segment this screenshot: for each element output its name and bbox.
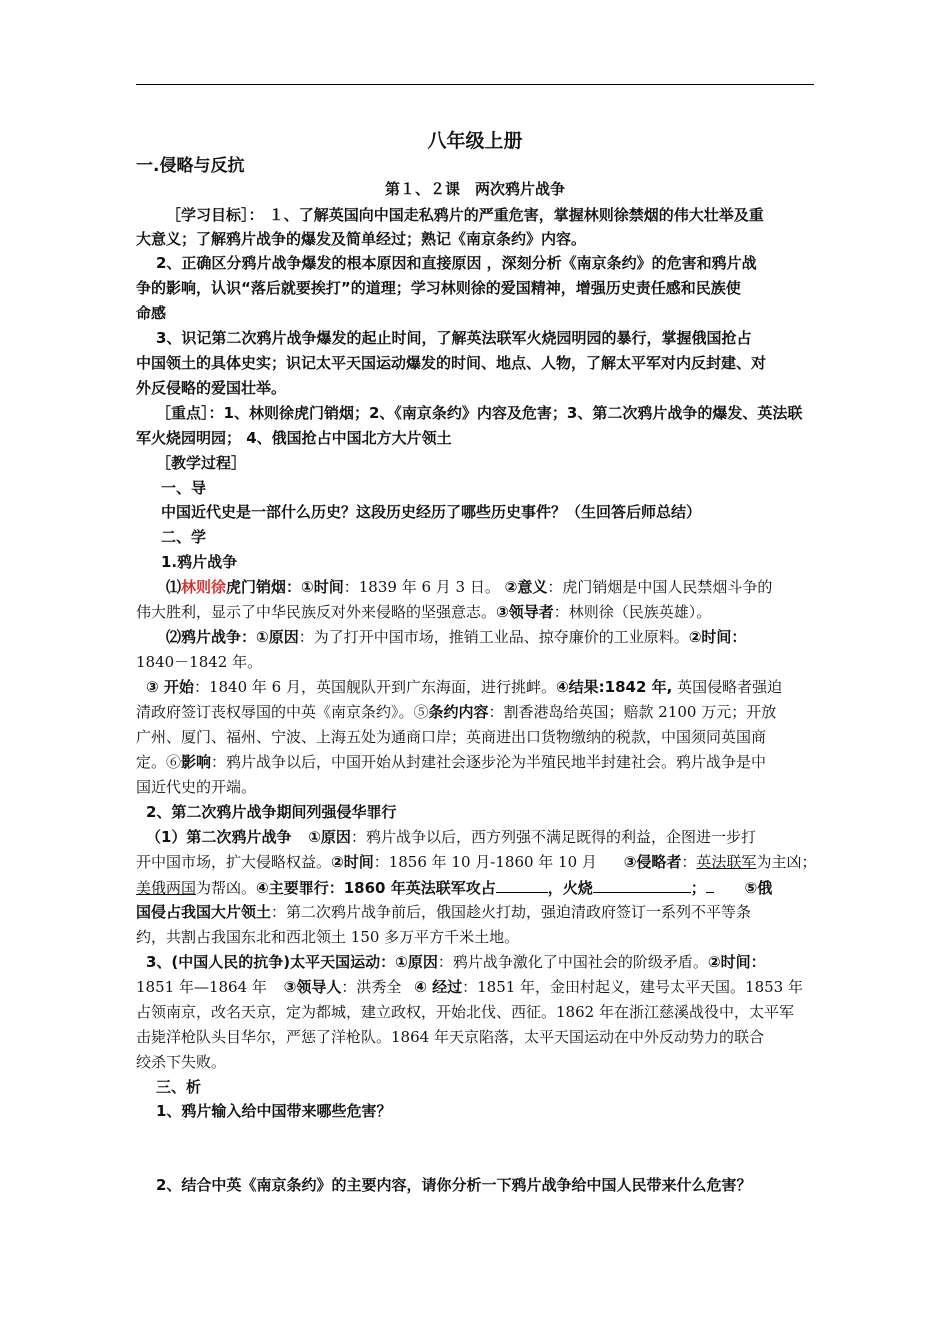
opium-war-start: ③ 开始：1840 年 6 月，英国舰队开到广东海面，进行挑衅。④结果:1842 年, 英国侵略者强迫 <box>146 678 783 696</box>
goals-label: ［学习目标］： <box>166 206 264 224</box>
goals-line-3: 2、正确区分鸦片战争爆发的根本原因和直接原因 ，深刻分析《南京条约》的危害和鸦片战 <box>156 254 757 272</box>
goals-line-4: 争的影响，认识“落后就要挨打”的道理；学习林则徐的爱国精神，增强历史责任感和民族使 <box>136 279 741 297</box>
lesson-heading: 第１、２课 两次鸦片战争 <box>384 180 565 198</box>
second-war-heading: 2、第二次鸦片战争期间列强侵华罪行 <box>146 803 397 821</box>
fill-blank-1[interactable] <box>496 878 548 893</box>
analysis-question-2: 2、结合中英《南京条约》的主要内容，请你分析一下鸦片战争给中国人民带来什么危害？ <box>156 1176 752 1194</box>
opium-war-ports: 广州、厦门、福州、宁波、上海五处为通商口岸；英商进出口货物缴纳的税款，中国须同英国商 <box>136 728 767 746</box>
topic-opium-war: 1.鸦片战争 <box>161 553 238 571</box>
lin-zexu-name: 林则徐 <box>181 578 227 596</box>
opium-war-treaty: 清政府签订丧权辱国的中英《南京条约》。⑤条约内容：割香港岛给英国；赔款 2100 万元；开放 <box>136 703 777 721</box>
page-title: 八年级上册 <box>427 130 523 152</box>
analysis-question-1: 1、鸦片输入给中国带来哪些危害？ <box>156 1102 392 1120</box>
russia-land-seizure: 国侵占我国大片领土：第二次鸦片战争前后，俄国趁火打劫，强迫清政府签订一系列不平等条 <box>136 903 752 921</box>
goals-text: １、了解英国向中国走私鸦片的严重危害，掌握林则徐禁烟的伟大壮举及重 <box>268 206 764 224</box>
section-learn-heading: 二、学 <box>161 528 207 546</box>
russia-land-total: 约，共割占我国东北和西北领土 150 多万平方千米土地。 <box>136 928 520 946</box>
unit-heading: 一.侵略与反抗 <box>136 156 245 176</box>
opium-war-impact: 定。⑥影响：鸦片战争以后，中国开始从封建社会逐步沦为半殖民地半封建社会。鸦片战争是中 <box>136 753 767 771</box>
fill-blank-2[interactable] <box>593 878 691 893</box>
second-war-time: 开中国市场，扩大侵略权益。②时间：1856 年 10 月-1860 年 10 月 ③侵略者：英法联军为主凶； <box>136 853 817 871</box>
taiping-course-3: 绞杀下失败。 <box>136 1053 227 1071</box>
taiping-course-1: 占领南京，改名天京，定为都城，建立政权，开始北伐、西征。1862 年在浙江慈溪战役中，太平军 <box>136 1003 794 1021</box>
key-points-line-2: 军火烧园明园； 4、俄国抢占中国北方大片领土 <box>136 429 452 447</box>
taiping-cause: 3、(中国人民的抗争)太平天国运动：①原因：鸦片战争激化了中国社会的阶级矛盾。②时间： <box>146 953 766 971</box>
goals-line-7: 中国领土的具体史实；识记太平天国运动爆发的时间、地点、人物，了解太平军对内反封建、对 <box>136 354 767 372</box>
process-label: ［教学过程］ <box>156 454 247 472</box>
goals-line-8: 外反侵略的爱国壮举。 <box>136 379 287 397</box>
humen-line-1: ⑴林则徐虎门销烟：①时间：1839 年 6 月 3 日。 ②意义：虎门销烟是中国人民禁烟斗争的 <box>166 578 773 596</box>
goals-line-1 <box>166 206 846 224</box>
taiping-course-2: 击毙洋枪队头目华尔，严惩了洋枪队。1864 年天京陷落，太平天国运动在中外反动势力的联合 <box>136 1028 764 1046</box>
opium-war-time: 1840－1842 年。 <box>136 653 263 671</box>
goals-line-6: 3、识记第二次鸦片战争爆发的起止时间，了解英法联军火烧园明园的暴行，掌握俄国抢占 <box>156 329 752 347</box>
opium-war-impact-end: 国近代史的开端。 <box>136 778 257 796</box>
section-analysis-heading: 三、析 <box>156 1078 202 1096</box>
goals-line-2: 大意义；了解鸦片战争的爆发及简单经过；熟记《南京条约》内容。 <box>136 230 587 248</box>
key-points-line-1: ［重点］：1、林则徐虎门销烟；2、《南京条约》内容及危害；3、第二次鸦片战争的爆发、英法联 <box>156 404 803 422</box>
second-war-crimes: 美俄两国为帮凶。④主要罪行：1860 年英法联军攻占 ，火烧 ； ⑤俄 <box>136 879 773 897</box>
goals-line-5: 命感 <box>136 304 167 322</box>
second-war-cause: （1）第二次鸦片战争 ①原因：鸦片战争以后，西方列强不满足既得的利益，企图进一步打 <box>146 828 756 846</box>
opium-war-cause: ⑵鸦片战争：①原因：为了打开中国市场，推销工业品、掠夺廉价的工业原料。②时间： <box>166 628 747 646</box>
header-rule <box>136 84 814 85</box>
taiping-time: 1851 年—1864 年 ③领导人：洪秀全 ④ 经过：1851 年，金田村起义，建号太平天国。1853 年 <box>136 978 803 996</box>
section-guide-heading: 一、导 <box>161 479 207 497</box>
humen-line-2: 伟大胜利，显示了中华民族反对外来侵略的坚强意志。③领导者：林则徐（民族英雄）。 <box>136 603 712 621</box>
guide-question: 中国近代史是一部什么历史？这段历史经历了哪些历史事件？（生回答后师总结） <box>161 503 702 521</box>
